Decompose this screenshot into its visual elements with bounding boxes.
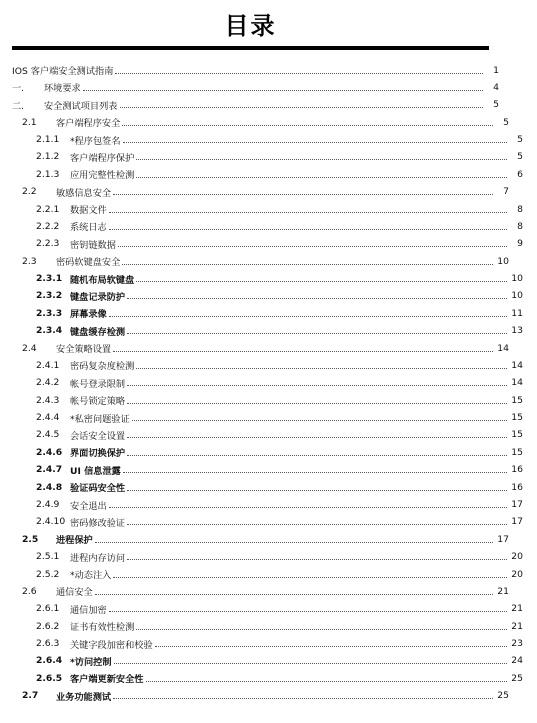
toc-leader-dots <box>127 559 507 560</box>
toc-leader-dots <box>127 490 507 491</box>
toc-leader-dots <box>109 316 507 317</box>
toc-entry-page: 5 <box>503 116 509 128</box>
toc-entry[interactable] <box>0 566 537 582</box>
toc-entry-number: 2.2.2 <box>36 220 60 232</box>
toc-entry-page: 16 <box>511 464 523 476</box>
toc-entry-page: 20 <box>511 551 523 563</box>
toc-leader-dots <box>113 351 493 352</box>
toc-entry-page: 17 <box>497 533 509 545</box>
toc-leader-dots <box>136 177 507 178</box>
toc-entry-label: 进程保护 <box>56 535 93 547</box>
toc-entry-label: 通信加密 <box>70 604 107 616</box>
toc-entry-number: 2.4 <box>22 342 37 354</box>
toc-entry-label: *访问控制 <box>70 656 112 668</box>
toc-entry[interactable] <box>0 166 537 182</box>
toc-entry[interactable] <box>0 236 537 252</box>
toc-entry-number: 2.4.4 <box>36 412 60 424</box>
toc-entry[interactable] <box>0 583 523 599</box>
toc-entry-label: 密码修改验证 <box>70 517 126 529</box>
toc-entry-page: 13 <box>511 325 523 337</box>
toc-leader-dots <box>95 542 493 543</box>
toc-entry-label: 业务功能测试 <box>56 691 112 703</box>
toc-leader-dots <box>127 333 507 334</box>
toc-entry-page: 5 <box>517 151 523 163</box>
toc-entry-page: 8 <box>517 220 523 232</box>
toc-entry[interactable] <box>0 305 537 321</box>
toc-entry-label: 密码复杂度检测 <box>70 361 135 373</box>
toc-entry-number: 2.4.3 <box>36 394 60 406</box>
toc-leader-dots <box>123 142 507 143</box>
toc-entry-number: 2.5.1 <box>36 551 60 563</box>
toc-entry-number: 2.5.2 <box>36 568 60 580</box>
toc-entry-label: 密码软键盘安全 <box>56 257 121 269</box>
toc-entry[interactable] <box>0 253 523 269</box>
toc-entry-page: 6 <box>517 168 523 180</box>
toc-entry-number: 2.7 <box>22 690 39 702</box>
toc-entry-page: 16 <box>511 481 523 493</box>
toc-leader-dots <box>123 472 507 473</box>
toc-leader-dots <box>136 281 507 282</box>
toc-entry-number: 2.1.3 <box>36 168 60 180</box>
toc-entry-number: 2.5 <box>22 533 39 545</box>
toc-entry-page: 15 <box>511 394 523 406</box>
toc-entry[interactable] <box>0 357 537 373</box>
toc-entry-number: 2.4.10 <box>36 516 66 528</box>
toc-entry[interactable] <box>0 670 537 686</box>
toc-entry-number: 2.4.8 <box>36 481 63 493</box>
toc-leader-dots <box>122 125 493 126</box>
toc-entry-page: 14 <box>497 342 509 354</box>
toc-entry-label: *动态注入 <box>70 570 112 582</box>
toc-entry-label: 关键字段加密和校验 <box>70 639 153 651</box>
toc-leader-dots <box>146 681 508 682</box>
toc-entry-number: 2.6.5 <box>36 672 63 684</box>
toc-entry-number: 二. <box>12 100 25 112</box>
toc-entry-label: 进程内存访问 <box>70 552 126 564</box>
toc-leader-dots <box>155 646 507 647</box>
toc-entry-page: 21 <box>511 603 523 615</box>
toc-entry-page: 5 <box>517 134 523 146</box>
toc-entry-label: 客户端程序安全 <box>56 118 121 130</box>
toc-entry[interactable] <box>0 79 513 95</box>
toc-leader-dots <box>127 455 507 456</box>
toc-leader-dots <box>113 194 493 195</box>
toc-entry[interactable] <box>0 392 537 408</box>
toc-leader-dots <box>109 212 507 213</box>
toc-entry-number: 2.6.3 <box>36 638 60 650</box>
toc-entry[interactable] <box>0 184 523 200</box>
toc-entry-label: *私密问题验证 <box>70 413 130 425</box>
toc-entry-page: 7 <box>503 186 509 198</box>
toc-entry-page: 15 <box>511 446 523 458</box>
toc-entry-label: 帐号锁定策略 <box>70 396 126 408</box>
toc-entry-number: 2.2.1 <box>36 203 60 215</box>
toc-leader-dots <box>113 698 493 699</box>
toc-entry-label: 帐号登录限制 <box>70 378 126 390</box>
toc-entry-page: 21 <box>497 585 509 597</box>
toc-leader-dots <box>109 229 507 230</box>
toc-entry[interactable] <box>0 497 537 513</box>
toc-entry-number: 2.1.2 <box>36 151 60 163</box>
toc-entry-page: 1 <box>493 64 499 76</box>
toc-entry-page: 15 <box>511 412 523 424</box>
toc-entry-label: 敏感信息安全 <box>56 187 112 199</box>
toc-leader-dots <box>127 385 507 386</box>
toc-entry-number: 2.6.1 <box>36 603 60 615</box>
toc-entry-number: 2.2.3 <box>36 238 60 250</box>
toc-leader-dots <box>109 611 507 612</box>
toc-entry-label: 会话安全设置 <box>70 430 126 442</box>
toc-entry-page: 25 <box>497 690 509 702</box>
toc-entry-label: 通信安全 <box>56 587 93 599</box>
toc-entry[interactable] <box>0 601 537 617</box>
toc-entry-page: 25 <box>511 672 523 684</box>
toc-entry[interactable] <box>0 444 537 460</box>
toc-leader-dots <box>118 246 507 247</box>
toc-entry-page: 15 <box>511 429 523 441</box>
toc-entry[interactable] <box>0 618 537 634</box>
toc-entry-label: 安全策略设置 <box>56 344 112 356</box>
toc-entry[interactable] <box>0 479 537 495</box>
toc-entry-label: 验证码安全性 <box>70 483 126 495</box>
toc-entry-page: 8 <box>517 203 523 215</box>
toc-entry[interactable] <box>0 340 523 356</box>
toc-entry-page: 14 <box>511 359 523 371</box>
toc-entry[interactable] <box>0 201 537 217</box>
toc-leader-dots <box>127 524 507 525</box>
toc-entry-label: *程序包签名 <box>70 135 121 147</box>
toc-entry[interactable] <box>0 410 537 426</box>
toc-leader-dots <box>136 368 507 369</box>
toc-entry-label: 随机布局软键盘 <box>70 274 135 286</box>
toc-leader-dots <box>132 420 507 421</box>
toc-entry-number: 2.1.1 <box>36 134 60 146</box>
toc-entry-page: 21 <box>511 620 523 632</box>
toc-entry[interactable] <box>0 288 537 304</box>
toc-entry-label: 客户端程序保护 <box>70 152 135 164</box>
toc-entry-number: 2.4.9 <box>36 499 60 510</box>
toc-entry-label: 证书有效性检测 <box>70 622 135 634</box>
toc-leader-dots <box>122 264 493 265</box>
toc-entry-number: 2.2 <box>22 186 37 198</box>
toc-leader-dots <box>114 663 507 664</box>
toc-entry[interactable] <box>0 323 537 339</box>
toc-entry[interactable] <box>0 427 537 443</box>
toc-entry[interactable] <box>0 653 537 669</box>
toc-entry[interactable] <box>0 514 537 530</box>
toc-entry-number: 2.6.4 <box>36 655 63 667</box>
toc-entry-number: 一. <box>12 83 25 95</box>
toc-entry-page: 14 <box>511 377 523 389</box>
title-divider <box>12 46 489 50</box>
toc-entry-page: 23 <box>511 638 523 650</box>
toc-entry-number: 2.1 <box>22 116 37 128</box>
toc-entry-page: 17 <box>511 516 523 528</box>
toc-entry[interactable] <box>0 531 523 547</box>
toc-entry-label: IOS 客户端安全测试指南 <box>12 66 114 77</box>
toc-entry-number: 2.4.6 <box>36 446 63 458</box>
toc-entry-page: 10 <box>511 273 523 285</box>
toc-entry[interactable] <box>0 549 537 565</box>
toc-entry-label: 密钥链数据 <box>70 239 116 251</box>
toc-entry-page: 4 <box>493 81 499 93</box>
toc-leader-dots <box>113 577 507 578</box>
toc-entry-label: 键盘缓存检测 <box>70 326 126 338</box>
toc-entry[interactable] <box>0 62 513 78</box>
toc-entry[interactable] <box>0 462 537 478</box>
toc-leader-dots <box>136 159 507 160</box>
toc-entry-page: 24 <box>511 655 523 667</box>
toc-entry[interactable] <box>0 149 537 165</box>
toc-entry-label: 环境要求 <box>44 83 81 95</box>
toc-entry-page: 17 <box>511 499 523 510</box>
toc-entry[interactable] <box>0 271 537 287</box>
toc-leader-dots <box>95 594 493 595</box>
toc-entry-number: 2.3.3 <box>36 307 63 319</box>
toc-entry-label: UI 信息泄露 <box>70 465 121 477</box>
toc-entry-label: 客户端更新安全性 <box>70 674 144 686</box>
toc-entry-page: 10 <box>497 255 509 267</box>
toc-entry-label: 屏幕录像 <box>70 309 107 321</box>
toc-entry-page: 5 <box>493 99 499 111</box>
toc-entry-label: 界面切换保护 <box>70 448 126 460</box>
toc-entry-number: 2.3 <box>22 255 37 267</box>
toc-leader-dots <box>109 507 507 508</box>
toc-entry-page: 10 <box>511 290 523 302</box>
toc-entry[interactable] <box>0 218 537 234</box>
toc-entry-page: 20 <box>511 568 523 580</box>
toc-entry-label: 键盘记录防护 <box>70 291 126 303</box>
toc-entry-page: 9 <box>517 238 523 250</box>
toc-leader-dots <box>83 90 483 91</box>
toc-leader-dots <box>115 73 483 74</box>
toc-entry-number: 2.3.2 <box>36 290 63 302</box>
toc-entry-label: 应用完整性检测 <box>70 170 135 182</box>
toc-leader-dots <box>127 403 507 404</box>
toc-entry-number: 2.6.2 <box>36 620 60 632</box>
toc-entry-page: 11 <box>511 307 523 319</box>
toc-entry-number: 2.3.1 <box>36 273 63 285</box>
toc-entry-label: 安全测试项目列表 <box>44 100 118 112</box>
toc-entry-number: 2.4.7 <box>36 464 63 476</box>
toc-leader-dots <box>127 298 507 299</box>
toc-leader-dots <box>127 437 507 438</box>
page-title: 目录 <box>224 12 277 40</box>
toc-entry[interactable] <box>0 636 537 652</box>
toc-entry-label: 安全退出 <box>70 500 107 512</box>
toc-entry[interactable] <box>0 97 513 113</box>
toc-entry[interactable] <box>0 114 523 130</box>
toc-entry[interactable] <box>0 688 523 704</box>
toc-leader-dots <box>120 107 484 108</box>
toc-leader-dots <box>136 629 507 630</box>
toc-entry[interactable] <box>0 132 537 148</box>
toc-entry[interactable] <box>0 375 537 391</box>
toc-entry-number: 2.3.4 <box>36 325 63 337</box>
toc-entry-number: 2.4.5 <box>36 429 60 441</box>
toc-entry-number: 2.6 <box>22 585 37 597</box>
toc-entry-number: 2.4.1 <box>36 359 60 371</box>
toc-entry-number: 2.4.2 <box>36 377 60 389</box>
toc-entry-label: 系统日志 <box>70 222 107 234</box>
toc-entry-label: 数据文件 <box>70 205 107 217</box>
